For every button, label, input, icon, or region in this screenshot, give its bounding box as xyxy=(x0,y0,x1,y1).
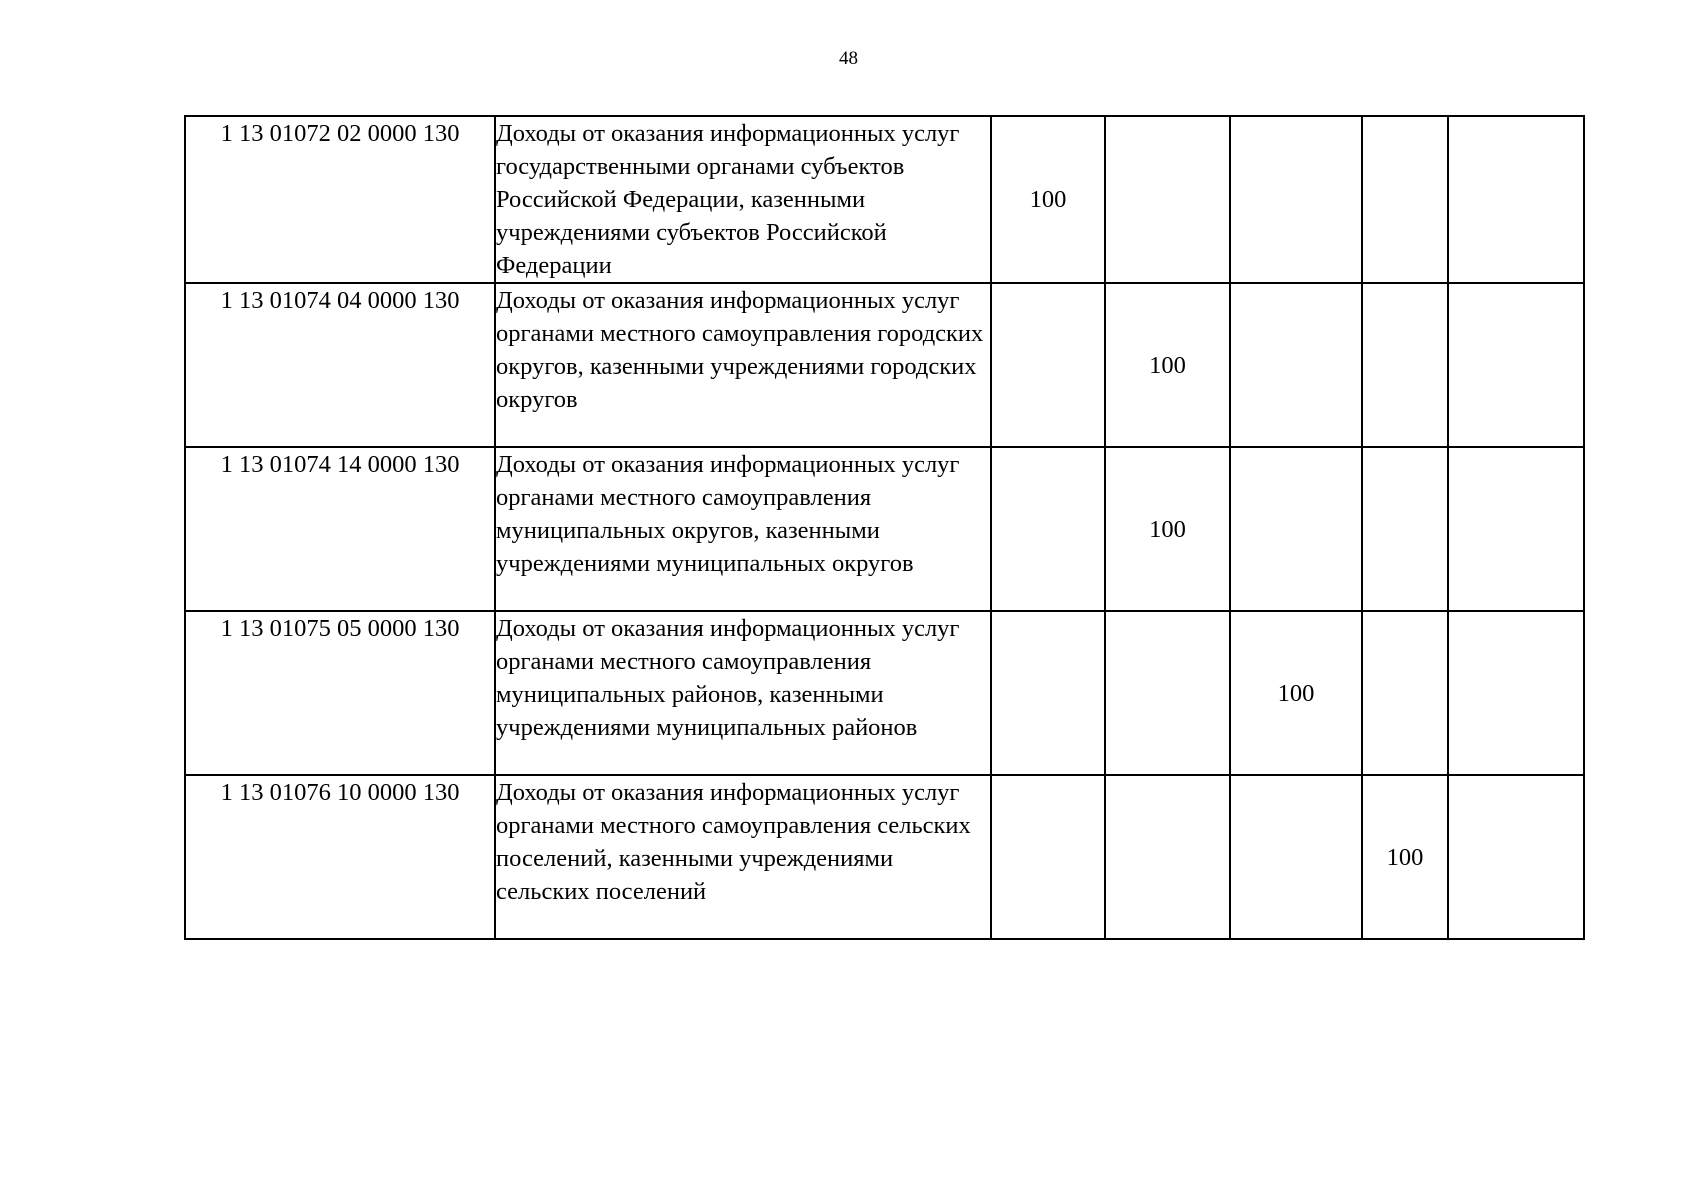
value-cell-col-2: 100 xyxy=(1105,283,1230,447)
value-cell-col-4: 100 xyxy=(1362,775,1448,939)
value-cell-col-3: 100 xyxy=(1230,611,1362,775)
revenue-code-cell: 1 13 01074 04 0000 130 xyxy=(185,283,495,447)
value-cell-col-3 xyxy=(1230,116,1362,283)
revenue-name-cell: Доходы от оказания информационных услуг государственными органами субъектов Российской Федерации, казенными учреждениями субъектов Российской Федерации xyxy=(495,116,991,283)
value-cell-col-1 xyxy=(991,775,1105,939)
revenue-name-cell: Доходы от оказания информационных услуг органами местного самоуправления городских округов, казенными учреждениями городских округов xyxy=(495,283,991,447)
table-row xyxy=(185,116,1584,283)
value-cell-col-5 xyxy=(1448,775,1584,939)
value-cell-col-2: 100 xyxy=(1105,447,1230,611)
value-cell-col-5 xyxy=(1448,611,1584,775)
revenue-name-cell: Доходы от оказания информационных услуг органами местного самоуправления муниципальных округов, казенными учреждениями муниципальных округов xyxy=(495,447,991,611)
value-cell-col-3 xyxy=(1230,447,1362,611)
value-cell-col-2 xyxy=(1105,116,1230,283)
value-cell-col-1 xyxy=(991,611,1105,775)
table-row xyxy=(185,283,1584,447)
value-cell-col-1 xyxy=(991,283,1105,447)
revenue-code-cell: 1 13 01075 05 0000 130 xyxy=(185,611,495,775)
value-cell-col-1 xyxy=(991,447,1105,611)
revenue-code-cell: 1 13 01074 14 0000 130 xyxy=(185,447,495,611)
value-cell-col-5 xyxy=(1448,116,1584,283)
value-cell-col-5 xyxy=(1448,283,1584,447)
value-cell-col-2 xyxy=(1105,775,1230,939)
value-cell-col-4 xyxy=(1362,116,1448,283)
value-cell-col-4 xyxy=(1362,283,1448,447)
value-cell-col-3 xyxy=(1230,775,1362,939)
value-cell-col-3 xyxy=(1230,283,1362,447)
value-cell-col-1: 100 xyxy=(991,116,1105,283)
table-row xyxy=(185,611,1584,775)
value-cell-col-4 xyxy=(1362,611,1448,775)
revenue-name-cell: Доходы от оказания информационных услуг органами местного самоуправления сельских поселений, казенными учреждениями сельских поселений xyxy=(495,775,991,939)
value-cell-col-2 xyxy=(1105,611,1230,775)
table-row xyxy=(185,447,1584,611)
table-row xyxy=(185,775,1584,939)
value-cell-col-4 xyxy=(1362,447,1448,611)
page-number: 48 xyxy=(839,48,858,69)
value-cell-col-5 xyxy=(1448,447,1584,611)
budget-classification-table xyxy=(184,115,1585,940)
revenue-name-cell: Доходы от оказания информационных услуг органами местного самоуправления муниципальных районов, казенными учреждениями муниципальных районов xyxy=(495,611,991,775)
revenue-code-cell: 1 13 01076 10 0000 130 xyxy=(185,775,495,939)
revenue-code-cell: 1 13 01072 02 0000 130 xyxy=(185,116,495,283)
